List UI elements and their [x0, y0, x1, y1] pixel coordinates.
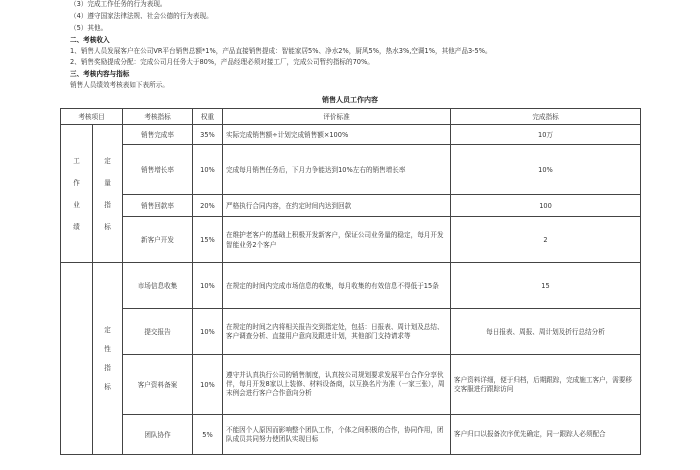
indicator-cell: 新客户开发: [123, 217, 193, 263]
table-row: [61, 263, 641, 309]
standard-cell: 不能因个人原因而影响整个团队工作，个体之间积极的合作，协同作用，团队成员共同努力使团队实现目标: [223, 415, 451, 455]
indicator-cell: 销售增长率: [123, 145, 193, 195]
target-cell: 客户归口以报备次序优先确定，同一跟踪人必须配合: [451, 415, 641, 455]
section-heading-income: 二、考核收入: [70, 36, 110, 44]
standard-cell: 遵守并认真执行公司的销售制度，认真按公司规划要求发展平台合作分享伙伴，每月开发8家以上装修、材料设备商，以互换名片为准（一家三张），周末例会进行客户合作意向分析: [223, 355, 451, 415]
target-cell: 每日报表、周报、周计划及折行总结分析: [451, 309, 641, 355]
group-qualitative: 定 性 指 标: [93, 263, 123, 455]
standard-cell: 完成每月销售任务后，下月力争能达到10%左右的销售增长率: [223, 145, 451, 195]
weight-cell: 10%: [193, 355, 223, 415]
table-row: [61, 125, 641, 145]
weight-cell: 35%: [193, 125, 223, 145]
standard-cell: 在规定的时间之内将相关报告交到指定处，包括：日报表、周计划及总结、客户调查分析、直接用户意向及跟进计划，其他部门支持请求等: [223, 309, 451, 355]
header-category: 考核项目: [61, 109, 123, 125]
intro-line-1: （3）完成工作任务的行为表现。: [70, 0, 167, 8]
standard-cell: 实际完成销售额÷计划完成销售额×100%: [223, 125, 451, 145]
table-row: [61, 145, 641, 195]
indicator-cell: 销售回款率: [123, 195, 193, 217]
target-cell: 客户资料详细，便于归档，后期跟踪，完成施工客户，需要移交客服进行跟踪访问: [451, 355, 641, 415]
table-row: [61, 195, 641, 217]
table-header-row: [61, 109, 641, 125]
standard-cell: 在规定的时间内完成市场信息的收集，每月收集的有效信息不得低于15条: [223, 263, 451, 309]
target-cell: 10万: [451, 125, 641, 145]
intro-line-income-1: 1、销售人员发展客户在公司VR平台销售总额*1%，产品直接销售提成：智能家居5%、净水2%，厨风5%，热水3%,空调1%，其他产品3-5%。: [70, 47, 492, 55]
table-row: [61, 415, 641, 455]
group-quantitative: 定 量 指 标: [93, 125, 123, 263]
indicator-cell: 市场信息收集: [123, 263, 193, 309]
weight-cell: 5%: [193, 415, 223, 455]
header-standard: 评价标准: [223, 109, 451, 125]
header-target: 完成指标: [451, 109, 641, 125]
indicator-cell: 客户资料备案: [123, 355, 193, 415]
target-cell: 10%: [451, 145, 641, 195]
table-caption: 销售人员工作内容: [322, 96, 378, 104]
weight-cell: 10%: [193, 263, 223, 309]
intro-line-table-note: 销售人员绩效考核表如下表所示。: [70, 81, 169, 89]
target-cell: 15: [451, 263, 641, 309]
table-row: [61, 355, 641, 415]
weight-cell: 10%: [193, 309, 223, 355]
intro-line-2: （4）遵守国家法律法规、社会公德的行为表现。: [70, 12, 213, 20]
target-cell: 2: [451, 217, 641, 263]
standard-cell: 在维护老客户的基础上积极开发新客户，保证公司业务量的稳定，每月开发智能业务2个客户: [223, 217, 451, 263]
target-cell: 100: [451, 195, 641, 217]
header-indicator: 考核指标: [123, 109, 193, 125]
table-row: [61, 309, 641, 355]
performance-table: [60, 108, 641, 455]
section-heading-content: 三、考核内容与指标: [70, 70, 130, 78]
group-blank: [61, 263, 93, 455]
standard-cell: 严格执行合同内容，在约定时间内达到回款: [223, 195, 451, 217]
weight-cell: 10%: [193, 145, 223, 195]
group-work-performance: 工 作 业 绩: [61, 125, 93, 263]
intro-line-income-2: 2、销售奖励提成分配：完成公司月任务大于80%，产品经理必须对接工厂，完成公司暂约指标的70%。: [70, 58, 374, 66]
indicator-cell: 提交报告: [123, 309, 193, 355]
header-weight: 权重: [193, 109, 223, 125]
indicator-cell: 团队协作: [123, 415, 193, 455]
weight-cell: 20%: [193, 195, 223, 217]
intro-line-3: （5）其他。: [70, 24, 108, 32]
table-row: [61, 217, 641, 263]
weight-cell: 15%: [193, 217, 223, 263]
indicator-cell: 销售完成率: [123, 125, 193, 145]
